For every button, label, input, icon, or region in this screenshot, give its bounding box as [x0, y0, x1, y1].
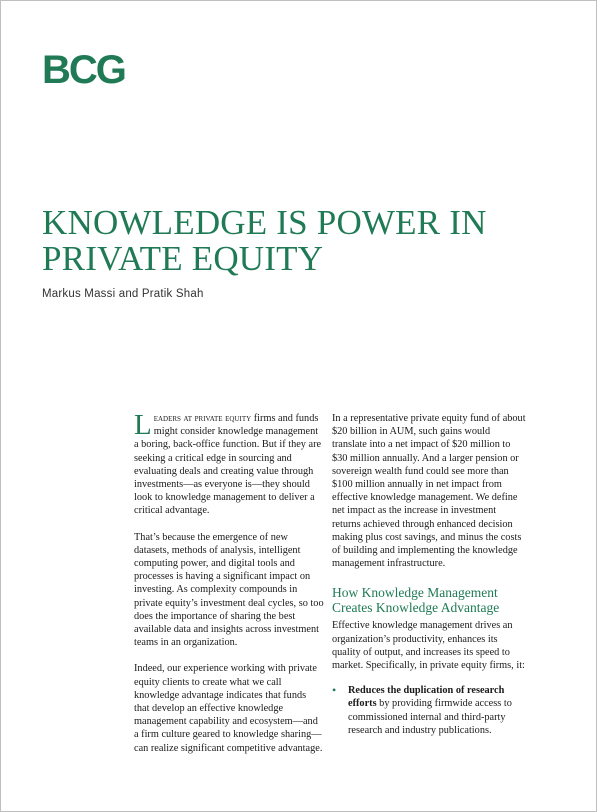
section-heading-line-1: How Knowledge Management [332, 585, 498, 601]
title-line-2: PRIVATE EQUITY [42, 239, 324, 278]
body-paragraph: That’s because the emergence of new datasets, methods of analysis, intelligent computing power, and digital tools and processes is having a significant impact on investing. As complexity compounds in private equity’s investment deal cycles, so too does the importance of sharing the best available data and insights across investment teams in an organization. [134, 531, 324, 649]
body-paragraph: Indeed, our experience working with private equity clients to create what we call knowledge advantage indicates that funds that develop an effective knowledge management capability and ecosystem—and a firm culture geared to knowledge sharing—can realize significant competitive advantage. [134, 663, 323, 754]
title-line-1: KNOWLEDGE IS POWER IN [42, 203, 487, 242]
bcg-logo [42, 50, 132, 88]
intro-smallcaps: eaders at private equity [153, 413, 252, 424]
bullet-list [332, 684, 527, 737]
intro-text: firms and funds might consider knowledge management a boring, back-office function. But if they are seeking a critical edge in sourcing and evaluating deals and creating value through investments—as everyone is—they should look to knowledge management to deliver a critical advantage. [134, 413, 322, 517]
body-paragraph: Effective knowledge management drives an organization’s productivity, enhances its quality of output, and increases its speed to market. Specifically, in private equity firms, it: [332, 620, 525, 672]
intro-paragraph [134, 409, 324, 518]
drop-cap: L [134, 409, 152, 441]
page-title [42, 205, 562, 277]
svg-text:BCG: BCG [42, 50, 125, 88]
right-column [332, 412, 527, 737]
authors: Markus Massi and Pratik Shah [42, 288, 204, 300]
bullet-icon: • [332, 683, 337, 698]
list-item [332, 684, 527, 737]
bullet-text: by providing firmwide access to commissioned internal and third-party research and industry publications. [348, 698, 512, 736]
bullet-bold-text: Reduces the duplication of research efforts [348, 685, 505, 710]
section-heading [332, 585, 527, 615]
body-paragraph: In a representative private equity fund of about $20 billion in AUM, such gains would translate into a net impact of $20 million to $30 million annually. And a larger pension or sovereign wealth fund could see more than $100 million annually in net impact from effective knowledge management. We define net impact as the increase in investment returns achieved through enhanced decision making plus cost savings, and minus the costs of building and implementing the knowledge management infrastructure. [332, 413, 526, 570]
left-column [134, 409, 324, 768]
section-heading-line-2: Creates Knowledge Advantage [332, 600, 500, 616]
